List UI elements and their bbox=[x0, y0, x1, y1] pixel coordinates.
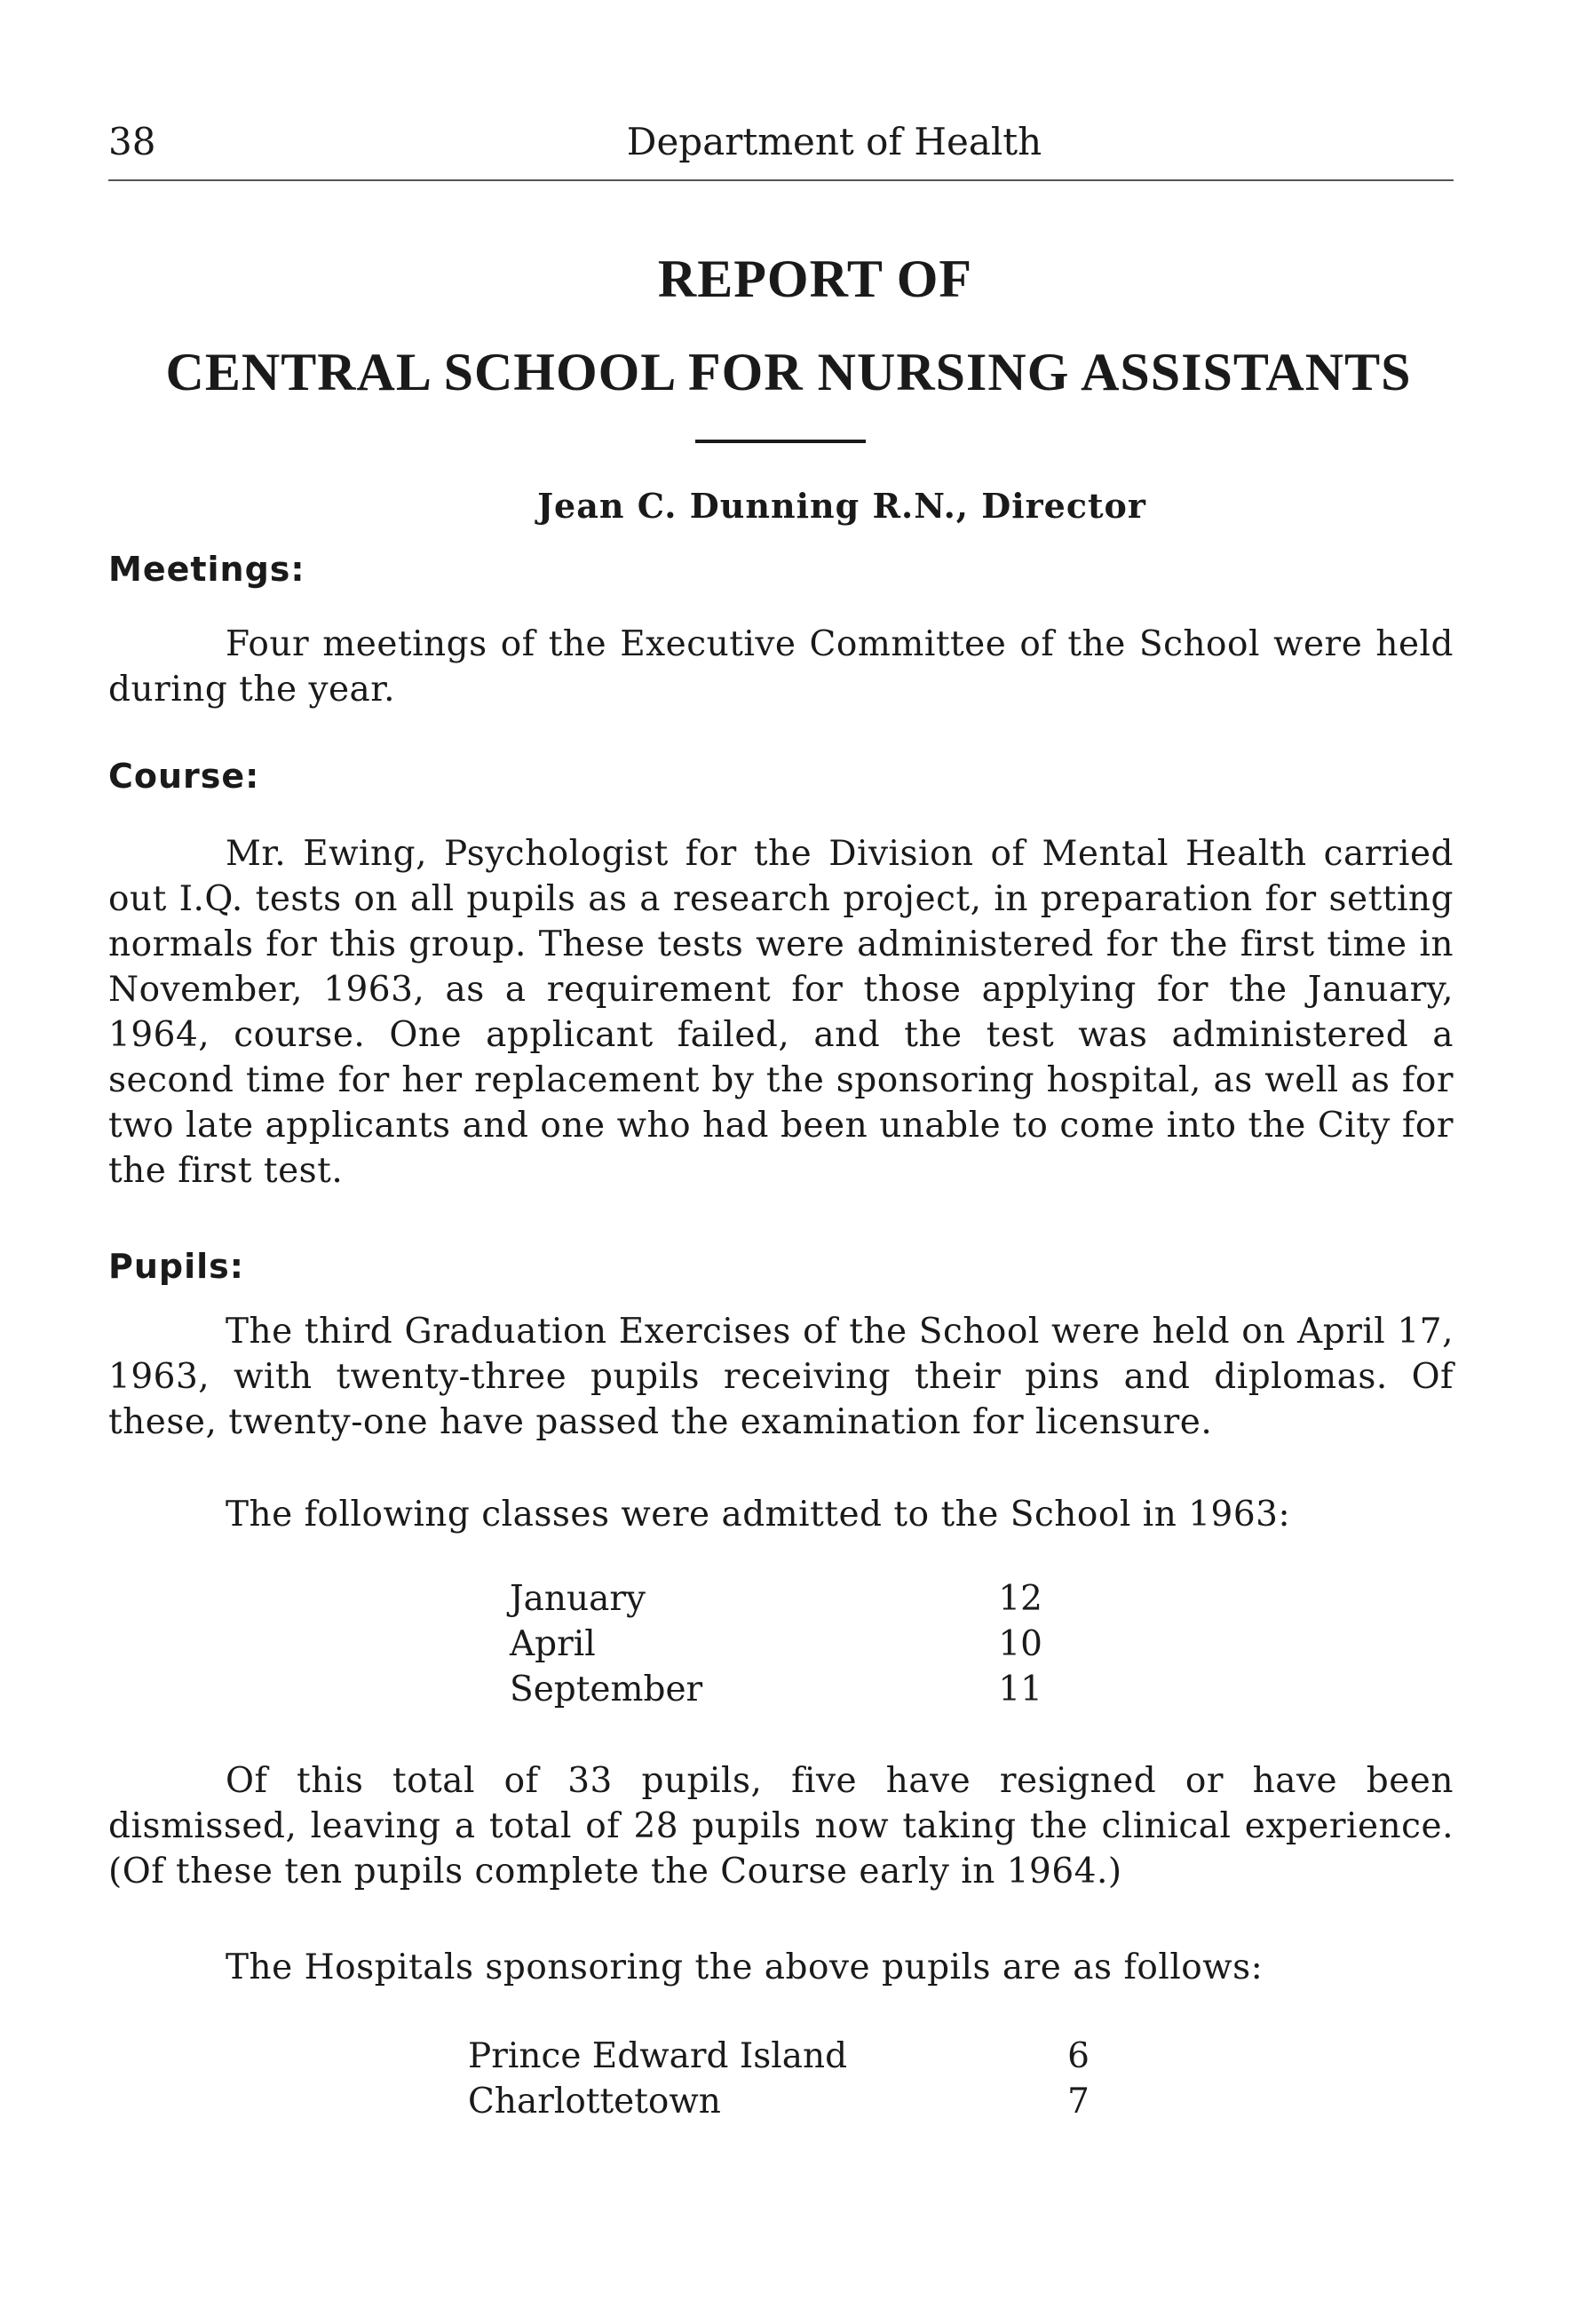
class-month: January bbox=[510, 1579, 646, 1619]
meetings-paragraph: Four meetings of the Executive Committee of the School were held during the year. bbox=[108, 624, 1454, 710]
section-heading-course: Course: bbox=[108, 757, 260, 796]
table-row bbox=[468, 2034, 1090, 2079]
director-byline: Jean C. Dunning R.N., Director bbox=[537, 486, 1146, 526]
running-title: Department of Health bbox=[626, 120, 1042, 163]
section-heading-pupils: Pupils: bbox=[108, 1247, 244, 1286]
running-header bbox=[108, 115, 1454, 169]
pupils-paragraph-classes-intro: The following classes were admitted to the School in 1963: bbox=[226, 1495, 1291, 1535]
pupils-paragraph-totals: Of this total of 33 pupils, five have resigned or have been dismissed, leaving a total of 28 pupils now taking the clinical experience. (Of these ten pupils complete the Course early in 1964.) bbox=[108, 1761, 1454, 1892]
page-number: 38 bbox=[108, 120, 156, 163]
hospital-count: 6 bbox=[1067, 2036, 1090, 2076]
title-divider bbox=[695, 440, 866, 443]
course-paragraph: Mr. Ewing, Psychologist for the Division of Mental Health carried out I.Q. tests on all pupils as a research project, in preparation for setting normals for this group. These tests were administered for the first time in November, 1963, as a requirement for those applying for the January, 1964, course. One applicant failed, and the test was administered a second time for her replacement by the sponsoring hospital, as well as for two late applicants and one who had been unable to come into the City for the first test. bbox=[108, 834, 1454, 1191]
section-heading-meetings: Meetings: bbox=[108, 550, 305, 589]
class-count: 10 bbox=[998, 1624, 1042, 1664]
class-count: 11 bbox=[998, 1670, 1042, 1709]
table-row bbox=[510, 1576, 1042, 1622]
class-count: 12 bbox=[998, 1579, 1042, 1619]
class-month: September bbox=[510, 1670, 703, 1709]
class-month: April bbox=[510, 1624, 596, 1664]
sponsoring-hospitals-table bbox=[468, 2034, 1090, 2124]
hospital-name: Prince Edward Island bbox=[468, 2036, 848, 2076]
table-row bbox=[510, 1667, 1042, 1712]
header-divider bbox=[108, 179, 1454, 181]
pupils-paragraph-graduation: The third Graduation Exercises of the School were held on April 17, 1963, with twenty-three pupils receiving their pins and diplomas. Of these, twenty-one have passed the examination for licensure. bbox=[108, 1312, 1454, 1442]
report-title-line-1: REPORT OF bbox=[657, 250, 973, 308]
table-row bbox=[468, 2079, 1090, 2124]
report-title-line-2: CENTRAL SCHOOL FOR NURSING ASSISTANTS bbox=[165, 343, 1412, 401]
hospital-count: 7 bbox=[1067, 2082, 1090, 2122]
classes-admitted-table bbox=[510, 1576, 1042, 1712]
table-row bbox=[510, 1622, 1042, 1667]
hospital-name: Charlottetown bbox=[468, 2082, 721, 2122]
pupils-paragraph-hospitals-intro: The Hospitals sponsoring the above pupils are as follows: bbox=[226, 1947, 1264, 1987]
